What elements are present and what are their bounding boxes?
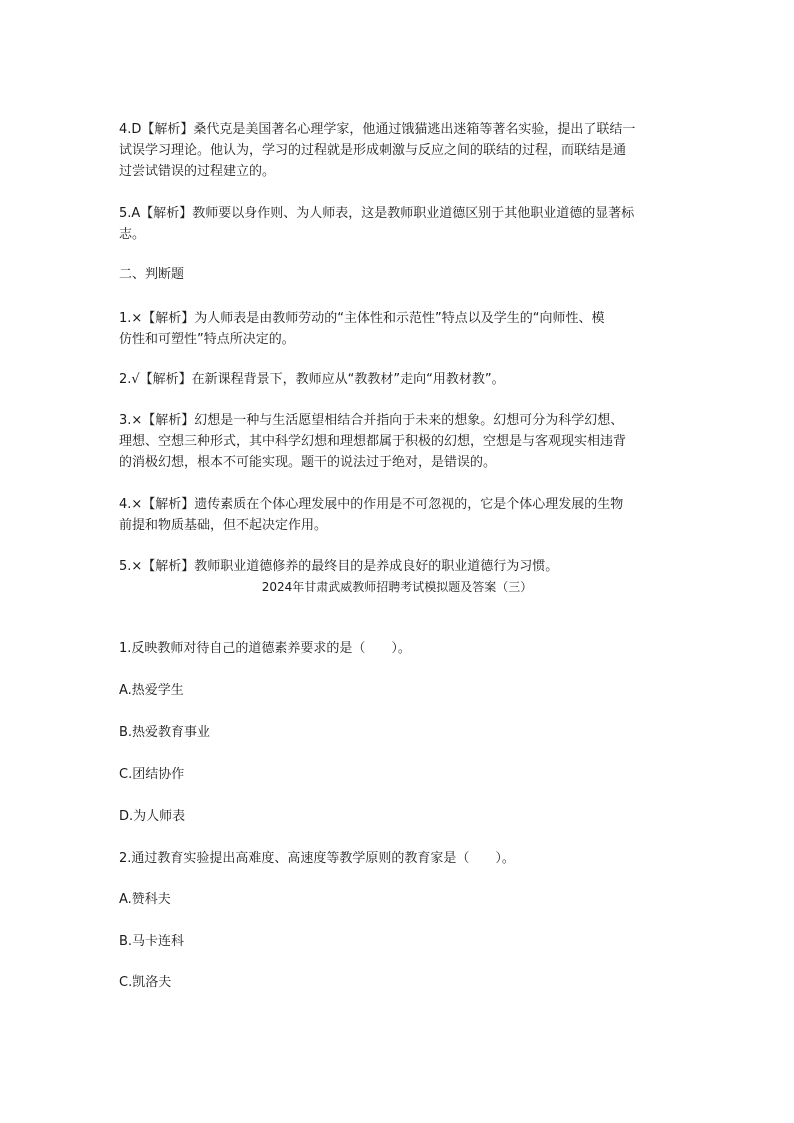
judgment-1-line-1: 1.×【解析】为人师表是由教师劳动的“主体性和示范性”特点以及学生的“向师性、模 xyxy=(119,311,605,326)
answer-4-line-1: 4.D【解析】桑代克是美国著名心理学家，他通过饿猫逃出迷箱等著名实验，提出了联结一 xyxy=(119,122,636,137)
exam-title: 2024年甘肃武威教师招聘考试模拟题及答案（三） xyxy=(261,580,533,594)
judgment-3-line-1: 3.×【解析】幻想是一种与生活愿望相结合并指向于未来的想象。幻想可分为科学幻想、 xyxy=(119,413,624,428)
question-1-option-d: D.为人师表 xyxy=(119,809,186,824)
judgment-2-line-1: 2.√【解析】在新课程背景下，教师应从“教教材”走向“用教材教”。 xyxy=(119,372,505,387)
answer-4-line-2: 试误学习理论。他认为，学习的过程就是形成刺激与反应之间的联结的过程，而联结是通 xyxy=(119,143,627,158)
question-2-option-b: B.马卡连科 xyxy=(119,934,185,949)
question-2-option-c: C.凯洛夫 xyxy=(119,975,172,990)
answer-5-line-1: 5.A【解析】教师要以身作则、为人师表，这是教师职业道德区别于其他职业道德的显著标 xyxy=(119,206,635,221)
answer-4-line-3: 过尝试错误的过程建立的。 xyxy=(119,164,276,179)
judgment-5-line-1: 5.×【解析】教师职业道德修养的最终目的是养成良好的职业道德行为习惯。 xyxy=(119,559,559,574)
question-2-option-a: A.赞科夫 xyxy=(119,892,171,907)
judgment-1-line-2: 仿性和可塑性”特点所决定的。 xyxy=(119,332,295,347)
question-1-stem: 1.反映教师对待自己的道德素养要求的是（ ）。 xyxy=(119,641,411,656)
judgment-3-line-3: 的消极幻想，根本不可能实现。题干的说法过于绝对，是错误的。 xyxy=(119,455,497,470)
answer-5-line-2: 志。 xyxy=(119,227,146,242)
judgment-4-line-2: 前提和物质基础，但不起决定作用。 xyxy=(119,518,328,533)
judgment-3-line-2: 理想、空想三种形式，其中科学幻想和理想都属于积极的幻想，空想是与客观现实相违背 xyxy=(119,434,627,449)
section-heading: 二、判断题 xyxy=(119,267,185,282)
question-1-option-c: C.团结协作 xyxy=(119,767,185,782)
question-1-option-b: B.热爱教育事业 xyxy=(119,725,211,740)
question-1-option-a: A.热爱学生 xyxy=(119,683,184,698)
question-2-stem: 2.通过教育实验提出高难度、高速度等教学原则的教育家是（ ）。 xyxy=(119,851,515,866)
judgment-4-line-1: 4.×【解析】遗传素质在个体心理发展中的作用是不可忽视的，它是个体心理发展的生物 xyxy=(119,497,624,512)
